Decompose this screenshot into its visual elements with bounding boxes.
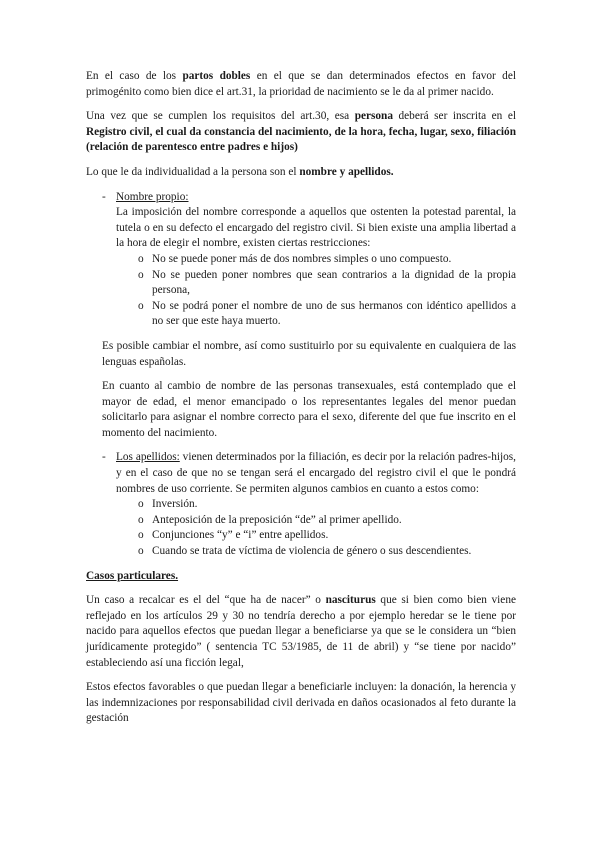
section-nombre-propio [86,190,516,330]
list-item-text: Inversión. [152,498,198,511]
list-item [116,299,516,330]
bold-text: partos dobles [182,70,251,82]
section-apellidos [86,450,516,559]
bullet: o [138,252,144,265]
list-item-text: No se puede poner más de dos nombres simples o uno compuesto. [152,252,452,265]
list-item-text: Cuando se trata de víctima de violencia de género o sus descendientes. [152,545,472,558]
paragraph-individualidad [86,165,516,181]
bullet: o [138,268,144,281]
text: en el que se dan determinados efectos en favor del primogénito como bien dice el art.31, la prioridad de nacimiento se le da al primer nacido. [86,70,516,98]
list-item-text: Anteposición de la preposición “de” al primer apellido. [152,513,402,526]
bold-text: persona [354,110,393,123]
text: Un caso a recalcar es el del “que ha de nacer” o [86,594,326,607]
bullet: o [138,299,144,312]
dash-bullet: - [102,190,106,203]
bold-text: Registro civil, el cual da constancia del nacimiento, de la hora, fecha, lugar, sexo, filiación (relación de parentesco entre padres e hijos) [86,125,516,154]
text: Lo que le da individualidad a la persona son el [86,165,300,178]
paragraph-partos-dobles [86,69,516,100]
bullet: o [138,498,144,511]
list-item-text: No se podrá poner el nombre de uno de sus hermanos con idéntico apellidos a no ser que este haya muerto. [152,299,516,328]
list-item-text: Conjunciones “y” e “i” entre apellidos. [152,529,329,542]
bullet: o [138,545,144,558]
paragraph-efectos-favorables: Estos efectos favorables o que puedan llegar a beneficiarle incluyen: la donación, la herencia y las indemnizaciones por responsabilidad civil derivada en daños ocasionados al feto durante la gestación [86,681,516,725]
paragraph-transexuales: En cuanto al cambio de nombre de las personas transexuales, está contemplado que el mayor de edad, el menor emancipado o los representantes legales del menor puedan solicitarlo para asignar el nombre correcto para el sexo, diferente del que fue inscrito en el momento del nacimiento. [102,380,516,439]
document-page [86,69,516,736]
bullet: o [138,513,144,526]
section-heading: Los apellidos: [116,451,180,464]
list-item [116,528,516,544]
list-item [116,513,516,529]
bold-text: nasciturus [325,594,376,607]
text: que si bien como bien viene reflejado en los artículos 29 y 30 no tendría derecho a por ejemplo heredar se le tiene por nacido para aquellos efectos que puedan llegar a beneficiarse ya que se le considera un “bien jurídicamente protegido” ( sentencia TC 53/1985, de 11 de abril) y “se tiene por nacido” estableciendo así una ficción legal, [86,594,516,669]
section-text: vienen determinados por la filiación, es decir por la relación padres-hijos, y en el caso de que no se tengan será el encargado del registro civil el que le pondrá nombres de uso corriente. Se permiten algunos cambios en cuanto a estos como: [116,451,516,495]
text: Una vez que se cumplen los requisitos del art.30, esa [86,110,355,123]
paragraph-nasciturus [86,593,516,671]
casos-particulares-heading [86,569,516,585]
bullet: o [138,529,144,542]
list-item [116,497,516,513]
restrictions-list [116,252,516,330]
text: deberá ser inscrita en el [392,110,517,123]
section-heading: Nombre propio: [116,190,189,203]
dash-bullet: - [102,451,106,464]
list-item [116,252,516,268]
text: En el caso de los [86,70,183,82]
heading-text: Casos particulares. [86,569,179,582]
changes-list [116,497,516,559]
bold-text: nombre y apellidos. [299,165,394,178]
paragraph-registro-civil [86,109,516,156]
list-item [116,544,516,560]
paragraph-cambio-nombre: Es posible cambiar el nombre, así como sustituirlo por su equivalente en cualquiera de las lenguas españolas. [102,339,516,368]
list-item-text: No se pueden poner nombres que sean contrarios a la dignidad de la propia persona, [152,268,516,297]
list-item [116,268,516,299]
section-text: La imposición del nombre corresponde a aquellos que ostenten la potestad parental, la tutela o en su defecto el encargado del registro civil. Si bien existe una amplia libertad a la hora de elegir el nombre, existen ciertas restricciones: [116,206,516,250]
